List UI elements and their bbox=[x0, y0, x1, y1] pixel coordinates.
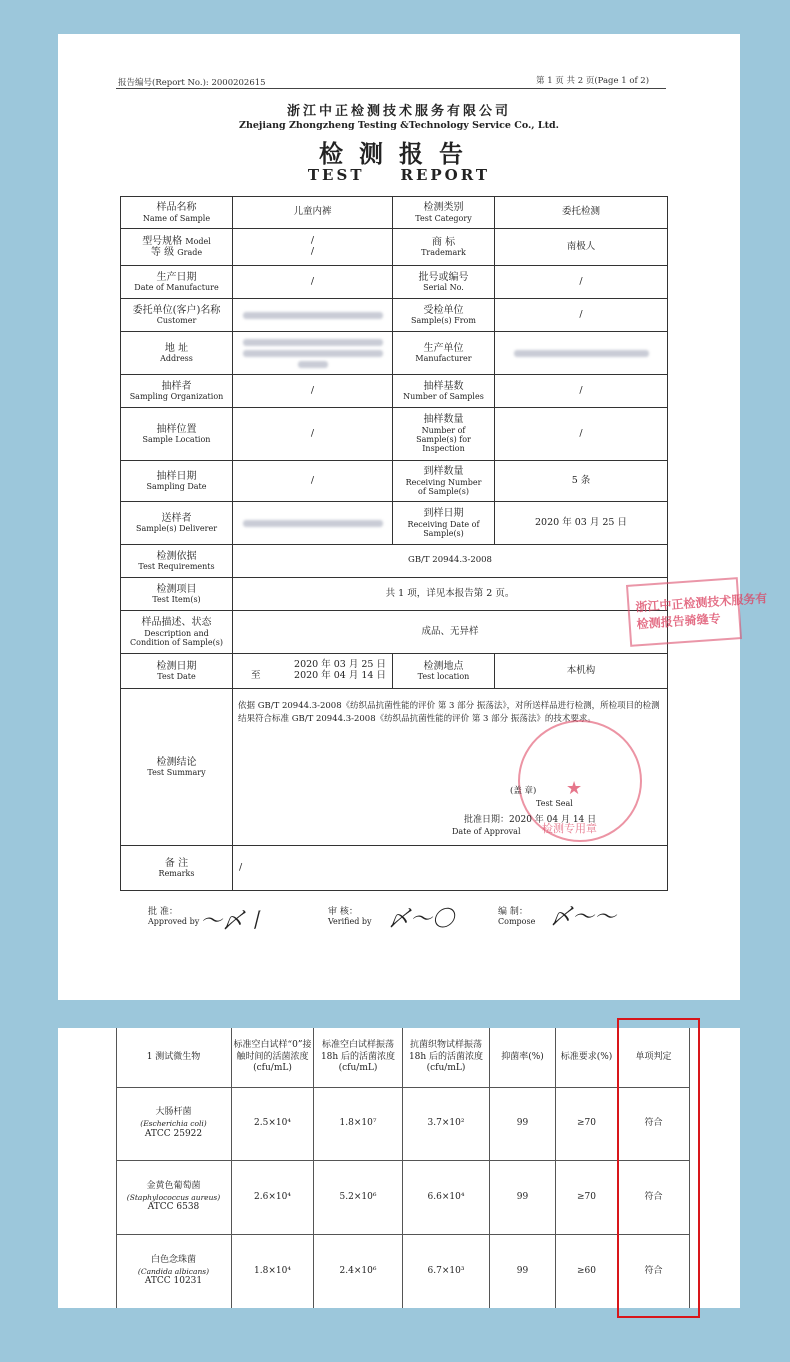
cell-blank-18h: 2.4×10⁶ bbox=[314, 1235, 403, 1308]
value-test-items: 共 1 项，详见本报告第 2 页。 bbox=[232, 577, 668, 611]
cell-verdict: 符合 bbox=[618, 1235, 690, 1308]
value-trademark: 南极人 bbox=[494, 228, 668, 266]
label-sample-name: 样品名称 Name of Sample bbox=[120, 196, 233, 229]
label-test-category: 检测类别 Test Category bbox=[392, 196, 495, 229]
value-test-date: 2020 年 03 月 25 日 至 2020 年 04 月 14 日 bbox=[232, 653, 393, 689]
cell-inhibition-rate: 99 bbox=[490, 1161, 556, 1235]
cell-requirement: ≥60 bbox=[556, 1235, 618, 1308]
label-sampling-date: 抽样日期 Sampling Date bbox=[120, 460, 233, 502]
label-description: 样品描述、状态 Description and Condition of Sample(s) bbox=[120, 610, 233, 654]
value-manufacturer-redacted bbox=[494, 331, 668, 375]
header-requirement: 标准要求(%) bbox=[556, 1028, 618, 1088]
cell-verdict: 符合 bbox=[618, 1161, 690, 1235]
value-sample-location: / bbox=[232, 407, 393, 461]
page-number: 第 1 页 共 2 页(Page 1 of 2) bbox=[536, 76, 650, 86]
side-stamp: 浙江中正检测技术服务有 检测报告骑缝专 bbox=[626, 577, 742, 647]
approver-signature: 〜〆〡 bbox=[200, 909, 267, 934]
summary-text: 依据 GB/T 20944.3-2008《纺织品抗菌性能的评价 第 3 部分 振荡法》，对所送样品进行检测，所检项目的检测结果符合标准 GB/T 20944.3-2008《纺织品抗菌性能的评价 第 3 部分 振荡法》的技术要求。 bbox=[238, 701, 660, 724]
report-title-cn: 检测报告 bbox=[319, 139, 479, 168]
label-remarks: 备 注 Remarks bbox=[120, 845, 233, 891]
cell-blank-18h: 1.8×10⁷ bbox=[314, 1088, 403, 1161]
cell-blank-18h: 5.2×10⁶ bbox=[314, 1161, 403, 1235]
value-receiving-number: 5 条 bbox=[494, 460, 668, 502]
cell-verdict: 符合 bbox=[618, 1088, 690, 1161]
verdict-highlight-frame bbox=[617, 1018, 700, 1318]
compose-by: 编 制： Compose bbox=[498, 907, 536, 926]
label-manufacturer: 生产单位 Manufacturer bbox=[392, 331, 495, 375]
label-model-grade: 型号规格 Model 等 级 Grade bbox=[120, 228, 233, 266]
label-test-location: 检测地点 Test location bbox=[392, 653, 495, 689]
value-test-location: 本机构 bbox=[494, 653, 668, 689]
value-sampling-org: / bbox=[232, 374, 393, 408]
header-rule bbox=[116, 88, 666, 89]
value-sample-from: / bbox=[494, 298, 668, 332]
label-receiving-date: 到样日期 Receiving Date of Sample(s) bbox=[392, 501, 495, 545]
table-row-organism: 白色念珠菌 (Candida albicans) ATCC 10231 bbox=[116, 1235, 232, 1308]
header-microorganism: 1 测试微生物 bbox=[116, 1028, 232, 1088]
label-mfg-date: 生产日期 Date of Manufacture bbox=[120, 265, 233, 299]
header-inhibition-rate: 抑菌率(%) bbox=[490, 1028, 556, 1088]
label-test-summary: 检测结论 Test Summary bbox=[120, 688, 233, 846]
report-title-en: TEST REPORT bbox=[307, 166, 491, 184]
value-serial: / bbox=[494, 265, 668, 299]
header-fabric-18h: 抗菌织物试样振荡 18h 后的活菌浓度(cfu/mL) bbox=[403, 1028, 490, 1088]
label-receiving-number: 到样数量 Receiving Number of Sample(s) bbox=[392, 460, 495, 502]
cell-requirement: ≥70 bbox=[556, 1161, 618, 1235]
label-sampling-org: 抽样者 Sampling Organization bbox=[120, 374, 233, 408]
cell-inhibition-rate: 99 bbox=[490, 1088, 556, 1161]
cell-fabric-18h: 3.7×10² bbox=[403, 1088, 490, 1161]
approved-by: 批 准： Approved by bbox=[148, 907, 200, 926]
value-sample-name: 儿童内裤 bbox=[232, 196, 393, 229]
verifier-signature: 〆〜〇 bbox=[388, 907, 455, 932]
label-test-items: 检测项目 Test Item(s) bbox=[120, 577, 233, 611]
verified-by: 审 核： Verified by bbox=[328, 907, 372, 926]
cell-requirement: ≥70 bbox=[556, 1088, 618, 1161]
label-serial: 批号或编号 Serial No. bbox=[392, 265, 495, 299]
approval-date-en: Date of Approval bbox=[452, 827, 521, 836]
value-deliverer-redacted bbox=[232, 501, 393, 545]
value-test-requirements: GB/T 20944.3-2008 bbox=[232, 544, 668, 578]
label-address: 地 址 Address bbox=[120, 331, 233, 375]
label-customer: 委托单位(客户)名称 Customer bbox=[120, 298, 233, 332]
value-description: 成品、无异样 bbox=[232, 610, 668, 654]
seal-text: 检测专用章 bbox=[542, 822, 597, 835]
label-num-samples: 抽样基数 Number of Samples bbox=[392, 374, 495, 408]
value-customer-redacted bbox=[232, 298, 393, 332]
seal-star-icon: ★ bbox=[566, 778, 583, 799]
value-num-samples: / bbox=[494, 374, 668, 408]
seal-label-cn: (盖 章) bbox=[510, 786, 537, 796]
value-receiving-date: 2020 年 03 月 25 日 bbox=[494, 501, 668, 545]
value-model-grade: / / bbox=[232, 228, 393, 266]
value-mfg-date: / bbox=[232, 265, 393, 299]
table-row-organism: 大肠杆菌 (Escherichia coli) ATCC 25922 bbox=[116, 1088, 232, 1161]
value-sampling-date: / bbox=[232, 460, 393, 502]
composer-signature: 〆〜〜 bbox=[550, 905, 617, 930]
value-address-redacted bbox=[232, 331, 393, 375]
report-sheet bbox=[58, 34, 740, 1000]
approval-date: 批准日期：2020 年 04 月 14 日 bbox=[464, 815, 597, 825]
cell-fabric-18h: 6.6×10⁴ bbox=[403, 1161, 490, 1235]
report-number: 报告编号(Report No.): 2000202615 bbox=[118, 78, 266, 88]
table-row-organism: 金黄色葡萄菌 (Staphylococcus aureus) ATCC 6538 bbox=[116, 1161, 232, 1235]
label-deliverer: 送样者 Sample(s) Deliverer bbox=[120, 501, 233, 545]
cell-blank-0h: 2.6×10⁴ bbox=[232, 1161, 314, 1235]
cell-fabric-18h: 6.7×10³ bbox=[403, 1235, 490, 1308]
label-trademark: 商 标 Trademark bbox=[392, 228, 495, 266]
value-num-inspection: / bbox=[494, 407, 668, 461]
company-name-en: Zhejiang Zhongzheng Testing &Technology Service Co., Ltd. bbox=[239, 120, 559, 131]
value-remarks: / bbox=[232, 845, 668, 891]
label-num-inspection: 抽样数量 Number of Sample(s) for Inspection bbox=[392, 407, 495, 461]
label-sample-location: 抽样位置 Sample Location bbox=[120, 407, 233, 461]
value-test-category: 委托检测 bbox=[494, 196, 668, 229]
label-test-date: 检测日期 Test Date bbox=[120, 653, 233, 689]
cell-blank-0h: 1.8×10⁴ bbox=[232, 1235, 314, 1308]
cell-blank-0h: 2.5×10⁴ bbox=[232, 1088, 314, 1161]
header-blank-0h: 标准空白试样“0”接触时间的活菌浓度(cfu/mL) bbox=[232, 1028, 314, 1088]
cell-inhibition-rate: 99 bbox=[490, 1235, 556, 1308]
label-test-requirements: 检测依据 Test Requirements bbox=[120, 544, 233, 578]
label-sample-from: 受检单位 Sample(s) From bbox=[392, 298, 495, 332]
company-name-cn: 浙江中正检测技术服务有限公司 bbox=[286, 104, 511, 119]
header-verdict: 单项判定 bbox=[618, 1028, 690, 1088]
seal-label-en: Test Seal bbox=[536, 799, 573, 808]
header-blank-18h: 标准空白试样振荡 18h 后的活菌浓度(cfu/mL) bbox=[314, 1028, 403, 1088]
